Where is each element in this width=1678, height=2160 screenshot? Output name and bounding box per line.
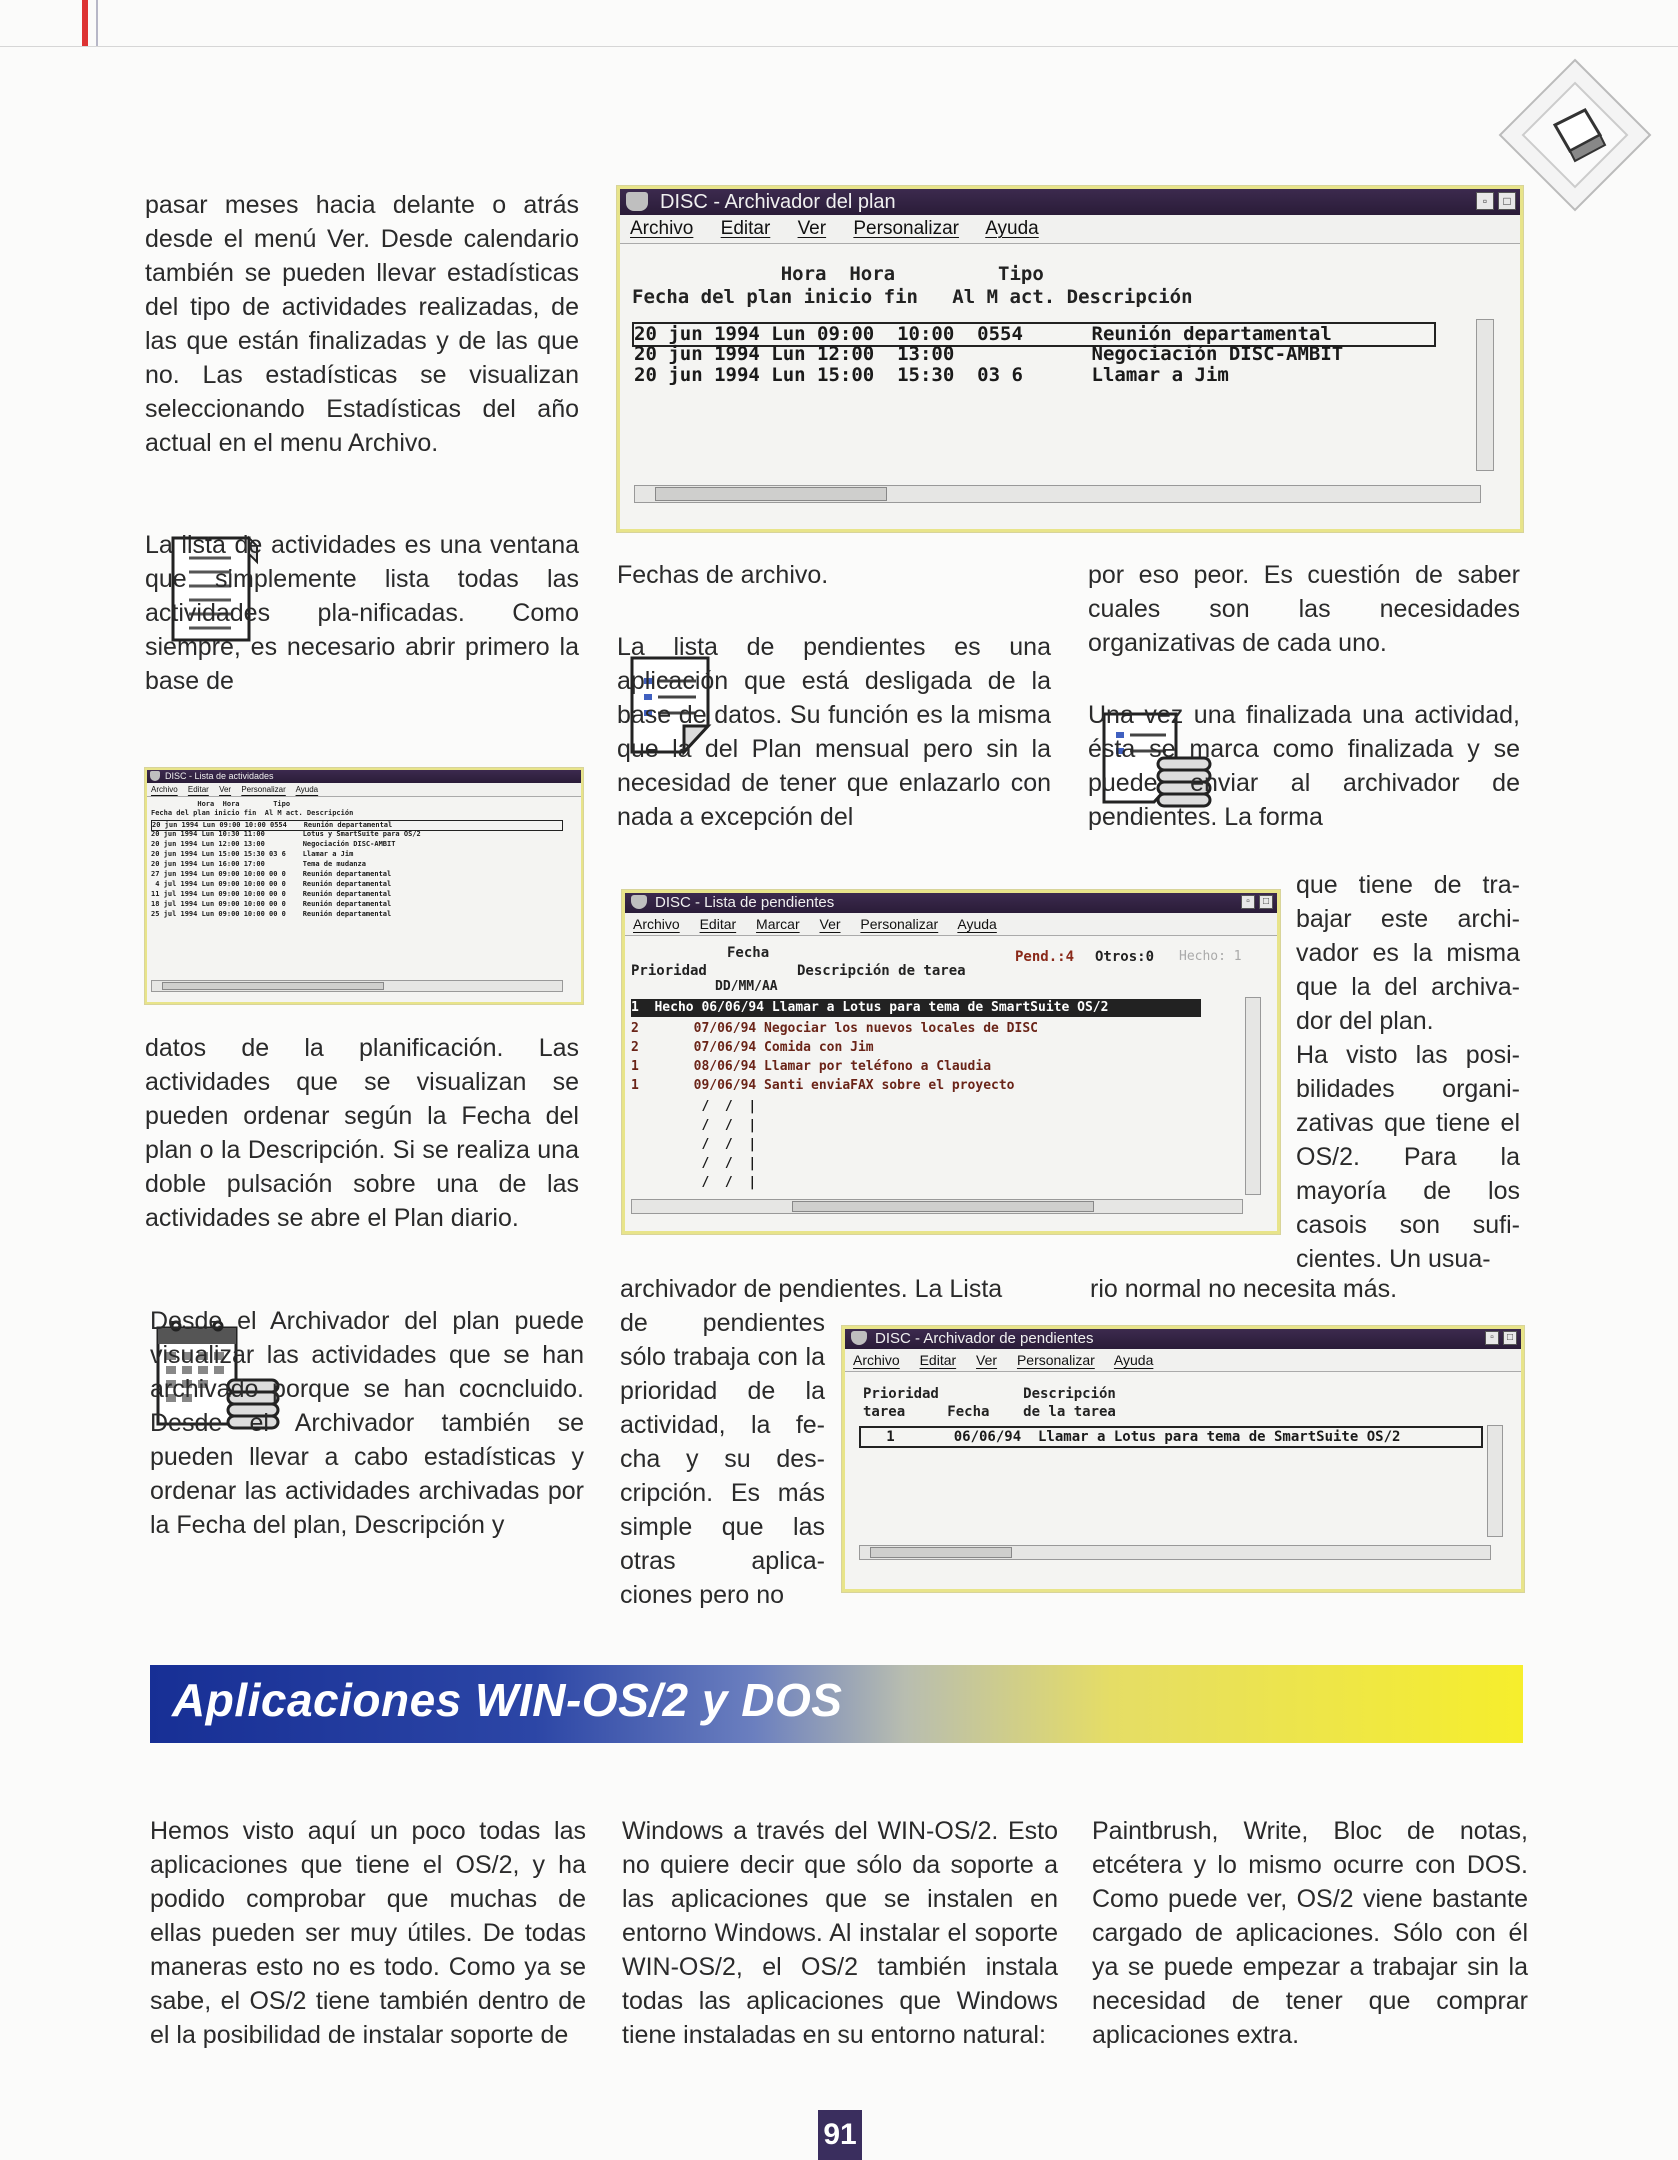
pendiente-row[interactable]: 1 09/06/94 Santi enviaFAX sobre el proyecto bbox=[631, 1078, 1015, 1093]
lista-pendientes-vscroll[interactable] bbox=[1245, 997, 1261, 1195]
archivador-pendientes-row[interactable]: 1 06/06/94 Llamar a Lotus para tema de SmartSuite OS/2 bbox=[859, 1426, 1483, 1448]
pendiente-empty-row[interactable]: / / | bbox=[631, 1156, 757, 1171]
archivador-plan-row[interactable]: 20 jun 1994 Lun 12:00 13:00 Negociación DISC-AMBIT bbox=[634, 343, 1344, 365]
middle-paragraph-2 bbox=[620, 1272, 1060, 1306]
lista-actividades-row[interactable]: 25 jul 1994 Lun 09:00 10:00 00 0 Reunión departamental bbox=[151, 910, 392, 918]
lista-actividades-row[interactable]: 27 jun 1994 Lun 09:00 10:00 00 0 Reunión departamental bbox=[151, 870, 392, 878]
archivador-plan-header-1: Hora Hora Tipo bbox=[632, 263, 1044, 285]
menu-ayuda[interactable]: Ayuda bbox=[1113, 1352, 1154, 1368]
menu-ver[interactable]: Ver bbox=[976, 1352, 998, 1368]
pendiente-empty-row[interactable]: / / | bbox=[631, 1118, 757, 1133]
archivador-pendientes-menubar bbox=[845, 1349, 1521, 1372]
right-paragraph-1 bbox=[1088, 558, 1520, 660]
pendiente-empty-row[interactable]: / / | bbox=[631, 1175, 757, 1190]
lista-actividades-header-2: Fecha del plan inicio fin Al M act. Descripción bbox=[151, 809, 354, 817]
minimize-button[interactable]: ▫ bbox=[1485, 1331, 1499, 1345]
maximize-button[interactable]: □ bbox=[1503, 1331, 1517, 1345]
menu-archivo[interactable]: Archivo bbox=[151, 785, 178, 794]
left-text-4: Desde el Archivador del plan puede visualizar las actividades que se han archivado porque se han cocncluido. Desde el Archivador también se pueden llevar a cabo estadísticas y ordenar las actividades archivadas por la Fecha del plan, Descripción y bbox=[150, 1307, 584, 1539]
menu-personalizar[interactable]: Personalizar bbox=[241, 785, 286, 794]
lista-actividades-row[interactable]: 11 jul 1994 Lun 09:00 10:00 00 0 Reunión departamental bbox=[151, 890, 392, 898]
archivador-plan-row[interactable]: 20 jun 1994 Lun 09:00 10:00 0554 Reunión departamental bbox=[632, 322, 1436, 347]
lista-actividades-header-1: Hora Hora Tipo bbox=[151, 800, 291, 808]
right-text-2b: que tiene de tra-bajar este archi-vador es la misma que la del archiva-dor del plan. bbox=[1296, 871, 1520, 1035]
archivador-plan-vscroll[interactable] bbox=[1476, 319, 1494, 471]
menu-personalizar[interactable]: Personalizar bbox=[853, 218, 959, 239]
menu-personalizar[interactable]: Personalizar bbox=[860, 916, 939, 932]
menu-editar[interactable]: Editar bbox=[699, 916, 737, 932]
system-menu-icon[interactable] bbox=[851, 1331, 867, 1345]
scroll-thumb[interactable] bbox=[792, 1201, 1094, 1212]
system-menu-icon[interactable] bbox=[631, 895, 647, 909]
right-paragraph-3b bbox=[1090, 1272, 1520, 1306]
archivador-pendientes-title: DISC - Archivador de pendientes bbox=[875, 1330, 1094, 1347]
right-text-1: por eso peor. Es cuestión de saber cuales son las necesidades organizativas de cada uno. bbox=[1088, 561, 1520, 657]
archivador-plan-header-2: Fecha del plan inicio fin Al M act. Descripción bbox=[632, 286, 1193, 308]
menu-ayuda[interactable]: Ayuda bbox=[295, 785, 319, 794]
minimize-button[interactable]: ▫ bbox=[1476, 192, 1494, 210]
lista-actividades-titlebar[interactable] bbox=[147, 770, 581, 783]
right-paragraph-2 bbox=[1088, 698, 1520, 834]
otros-counter: Otros:0 bbox=[1095, 949, 1155, 965]
pendiente-row-selected[interactable]: 1 Hecho 06/06/94 Llamar a Lotus para tema de SmartSuite OS/2 bbox=[631, 999, 1201, 1017]
pendiente-row[interactable]: 1 08/06/94 Llamar por teléfono a Claudia bbox=[631, 1059, 992, 1074]
bottom-column-3 bbox=[1092, 1814, 1528, 2052]
lista-actividades-menubar bbox=[147, 783, 581, 797]
section-banner bbox=[150, 1665, 1523, 1743]
lista-actividades-row[interactable]: 20 jun 1994 Lun 10:30 11:00 Lotus y SmartSuite para OS/2 bbox=[151, 830, 421, 838]
right-paragraph-2b bbox=[1296, 868, 1520, 1038]
archivador-plan-row[interactable]: 20 jun 1994 Lun 15:00 15:30 03 6 Llamar a Jim bbox=[634, 364, 1229, 386]
top-left-mark bbox=[82, 0, 88, 46]
lista-actividades-row[interactable]: 4 jul 1994 Lun 09:00 10:00 00 0 Reunión departamental bbox=[151, 880, 392, 888]
system-menu-icon[interactable] bbox=[626, 192, 648, 211]
middle-paragraph-3 bbox=[620, 1306, 825, 1612]
pendiente-empty-row[interactable]: / / | bbox=[631, 1099, 757, 1114]
left-text-2: La lista de actividades es una ventana que simplemente lista todas las actividades pla-nificadas. Como siempre, es necesario abrir primero la base de bbox=[145, 531, 579, 695]
right-text-2a: Una vez una finalizada una actividad, ésta se marca como finalizada y se puede enviar al archivador de pendientes. La forma bbox=[1088, 701, 1520, 831]
lista-actividades-hscroll[interactable] bbox=[151, 980, 563, 992]
menu-ayuda[interactable]: Ayuda bbox=[957, 916, 997, 932]
menu-marcar[interactable]: Marcar bbox=[756, 916, 800, 932]
lista-pendientes-hscroll[interactable] bbox=[631, 1199, 1243, 1214]
archivador-plan-hscroll[interactable] bbox=[634, 485, 1481, 503]
menu-ayuda[interactable]: Ayuda bbox=[985, 218, 1039, 239]
scroll-thumb[interactable] bbox=[162, 982, 384, 990]
menu-editar[interactable]: Editar bbox=[720, 218, 771, 239]
menu-ver[interactable]: Ver bbox=[219, 785, 232, 794]
lista-actividades-row[interactable]: 20 jun 1994 Lun 12:00 13:00 Negociación DISC-AMBIT bbox=[151, 840, 396, 848]
right-paragraph-3 bbox=[1296, 1038, 1520, 1276]
archivador-plan-window[interactable] bbox=[617, 186, 1523, 532]
menu-archivo[interactable]: Archivo bbox=[633, 916, 680, 932]
middle-paragraph-1 bbox=[617, 630, 1051, 834]
maximize-button[interactable]: □ bbox=[1259, 895, 1273, 909]
lista-actividades-row[interactable]: 20 jun 1994 Lun 09:00 10:00 0554 Reunión departamental bbox=[151, 820, 563, 831]
archivador-pendientes-titlebar[interactable] bbox=[845, 1329, 1521, 1349]
left-paragraph-3 bbox=[145, 1031, 579, 1235]
menu-ver[interactable]: Ver bbox=[819, 916, 841, 932]
archivador-plan-titlebar[interactable] bbox=[620, 189, 1520, 215]
top-rule bbox=[0, 46, 1678, 47]
middle-text-1: La lista de pendientes es una aplicación que está desligada de la base de datos. Su función es la misma que la del Plan mensual pero sin la necesidad de tener que enlazarlo con nada a excepción del bbox=[617, 633, 1051, 831]
pend-counter: Pend.:4 bbox=[1015, 949, 1075, 965]
menu-ver[interactable]: Ver bbox=[797, 218, 827, 239]
minimize-button[interactable]: ▫ bbox=[1241, 895, 1255, 909]
lista-actividades-row[interactable]: 18 jul 1994 Lun 09:00 10:00 00 0 Reunión departamental bbox=[151, 900, 392, 908]
lista-pendientes-titlebar[interactable] bbox=[625, 893, 1277, 913]
middle-text-3: de pendientes sólo trabaja con la prioridad de la actividad, la fe-cha y su des-cripción. Es más simple que las otras aplica-ciones pero no bbox=[620, 1309, 825, 1609]
scroll-thumb[interactable] bbox=[655, 487, 887, 501]
left-paragraph-1 bbox=[145, 188, 579, 460]
lista-actividades-row[interactable]: 20 jun 1994 Lun 15:00 15:30 03 6 Llamar a Jim bbox=[151, 850, 354, 858]
bottom-column-2 bbox=[622, 1814, 1058, 2052]
pendiente-row[interactable]: 2 07/06/94 Comida con Jim bbox=[631, 1040, 874, 1055]
caption-fechas: Fechas de archivo. bbox=[617, 561, 829, 589]
menu-personalizar[interactable]: Personalizar bbox=[1016, 1352, 1095, 1368]
top-left-mark-2 bbox=[96, 0, 98, 46]
system-menu-icon[interactable] bbox=[150, 771, 160, 781]
col-prioridad-header: Prioridad bbox=[631, 963, 707, 979]
hecho-counter: Hecho: 1 bbox=[1179, 949, 1242, 964]
lista-pendientes-menubar bbox=[625, 913, 1277, 936]
maximize-button[interactable]: □ bbox=[1498, 192, 1516, 210]
menu-editar[interactable]: Editar bbox=[919, 1352, 957, 1368]
section-title: Aplicaciones WIN-OS/2 y DOS bbox=[172, 1674, 843, 1726]
archivador-pendientes-window[interactable] bbox=[842, 1326, 1524, 1592]
archivador-pendientes-vscroll[interactable] bbox=[1487, 1425, 1503, 1537]
menu-archivo[interactable]: Archivo bbox=[630, 218, 694, 239]
lista-actividades-row[interactable]: 20 jun 1994 Lun 16:00 17:00 Tema de mudanza bbox=[151, 860, 366, 868]
archivador-pendientes-header-1: Prioridad Descripción bbox=[863, 1386, 1116, 1402]
archivador-plan-title: DISC - Archivador del plan bbox=[660, 191, 896, 213]
pendiente-empty-row[interactable]: / / | bbox=[631, 1137, 757, 1152]
lista-pendientes-window[interactable] bbox=[622, 890, 1280, 1234]
col-fecha-header: Fecha bbox=[727, 945, 770, 961]
scroll-thumb[interactable] bbox=[870, 1547, 1012, 1558]
menu-archivo[interactable]: Archivo bbox=[853, 1352, 900, 1368]
pendiente-row[interactable]: 2 07/06/94 Negociar los nuevos locales de DISC bbox=[631, 1021, 1038, 1036]
right-text-3a: Ha visto las posi-bilidades organi-zativas que tiene el OS/2. Para la mayoría de los casois son sufi-cientes. Un usua- bbox=[1296, 1041, 1520, 1273]
middle-text-2: archivador de pendientes. La Lista bbox=[620, 1275, 1003, 1303]
col-fecha-format: DD/MM/AA bbox=[715, 979, 778, 994]
right-text-3b: rio normal no necesita más. bbox=[1090, 1275, 1398, 1303]
middle-caption bbox=[617, 558, 917, 592]
col-descripcion-header: Descripción de tarea bbox=[797, 963, 966, 979]
bottom-column-1 bbox=[150, 1814, 586, 2052]
lista-actividades-window[interactable] bbox=[145, 768, 583, 1004]
left-paragraph-2 bbox=[145, 528, 579, 698]
bottom-text-3: Paintbrush, Write, Bloc de notas, etcétera y lo mismo ocurre con DOS. Como puede ver, OS/2 viene bastante cargado de aplicaciones. Sólo con él ya se puede empezar a trabajar sin la necesidad de tener que comprar aplicaciones extra. bbox=[1092, 1817, 1528, 2049]
bottom-text-2: Windows a través del WIN-OS/2. Esto no quiere decir que sólo da soporte a las aplicaciones que se instalen en entorno Windows. Al instalar el soporte WIN-OS/2, el OS/2 también instala todas las aplicaciones que Windows tiene instaladas en su entorno natural: bbox=[622, 1817, 1058, 2049]
archivador-pendientes-hscroll[interactable] bbox=[859, 1545, 1491, 1560]
page-number: 91 bbox=[818, 2110, 862, 2160]
archivador-pendientes-header-2: tarea Fecha de la tarea bbox=[863, 1404, 1116, 1420]
left-paragraph-4 bbox=[150, 1304, 584, 1542]
bottom-text-1: Hemos visto aquí un poco todas las aplicaciones que tiene el OS/2, y ha podido comprobar que muchas de ellas pueden ser muy útiles. De todas maneras esto no es todo. Como ya se sabe, el OS/2 tiene también dentro de el la posibilidad de instalar soporte de bbox=[150, 1817, 586, 2049]
left-text-3: datos de la planificación. Las actividades que se visualizan se pueden ordenar según la Fecha del plan o la Descripción. Si se realiza una doble pulsación sobre una de las actividades se abre el Plan diario. bbox=[145, 1034, 579, 1232]
archivador-plan-menubar bbox=[620, 215, 1520, 244]
left-text-1: pasar meses hacia delante o atrás desde el menú Ver. Desde calendario también se pueden llevar estadísticas del tipo de actividades realizadas, de las que están finalizadas y de las que no. Las estadísticas se visualizan seleccionando Estadísticas del año actual en el menu Archivo. bbox=[145, 191, 579, 457]
lista-pendientes-title: DISC - Lista de pendientes bbox=[655, 894, 835, 911]
menu-editar[interactable]: Editar bbox=[187, 785, 209, 794]
lista-actividades-title: DISC - Lista de actividades bbox=[165, 771, 274, 781]
